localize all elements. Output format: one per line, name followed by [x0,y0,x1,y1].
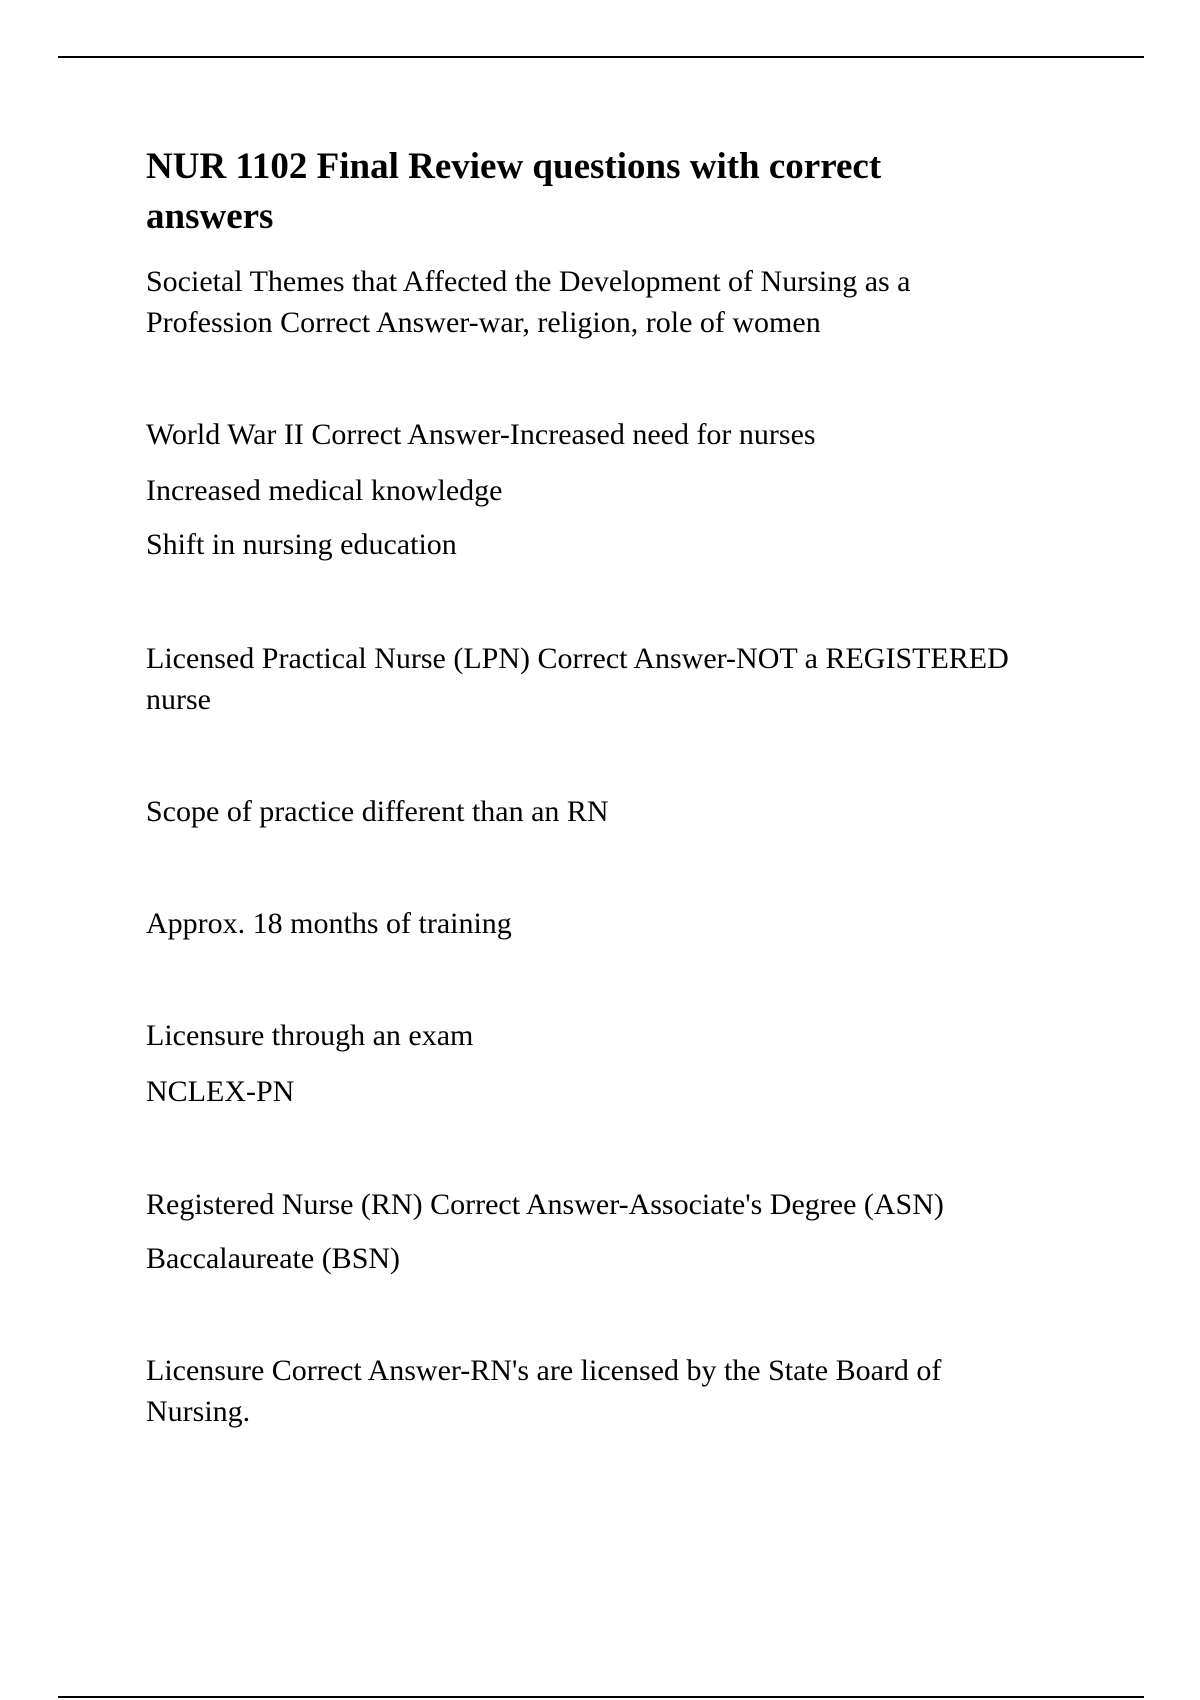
societal-themes-question-line-1: Societal Themes that Affected the Development of Nursing as a [146,265,911,298]
lpn-question-line-2: nurse [146,683,211,716]
lpn-nclex-line: NCLEX-PN [146,1075,295,1108]
ww2-answer-line-2: Increased medical knowledge [146,474,503,507]
title-line-2: answers [146,196,274,237]
page-title [146,142,1046,242]
licensure-question-line-2: Nursing. [146,1395,251,1428]
rn-answer-line-2: Baccalaureate (BSN) [146,1242,401,1275]
licensure-question-line-1: Licensure Correct Answer-RN's are licensed by the State Board of [146,1354,942,1387]
lpn-training-line: Approx. 18 months of training [146,907,512,940]
ww2-question: World War II Correct Answer-Increased need for nurses [146,418,816,451]
footer-rule [58,1696,1144,1698]
header-rule [58,56,1144,58]
title-line-1: NUR 1102 Final Review questions with correct [146,146,882,187]
lpn-licensure-line: Licensure through an exam [146,1019,474,1052]
lpn-scope-line: Scope of practice different than an RN [146,795,609,828]
lpn-question-line-1: Licensed Practical Nurse (LPN) Correct Answer-NOT a REGISTERED [146,642,1009,675]
ww2-answer-line-3: Shift in nursing education [146,528,457,561]
rn-question-line-1: Registered Nurse (RN) Correct Answer-Associate's Degree (ASN) [146,1188,944,1221]
societal-themes-question-line-2: Profession Correct Answer-war, religion, role of women [146,306,821,339]
